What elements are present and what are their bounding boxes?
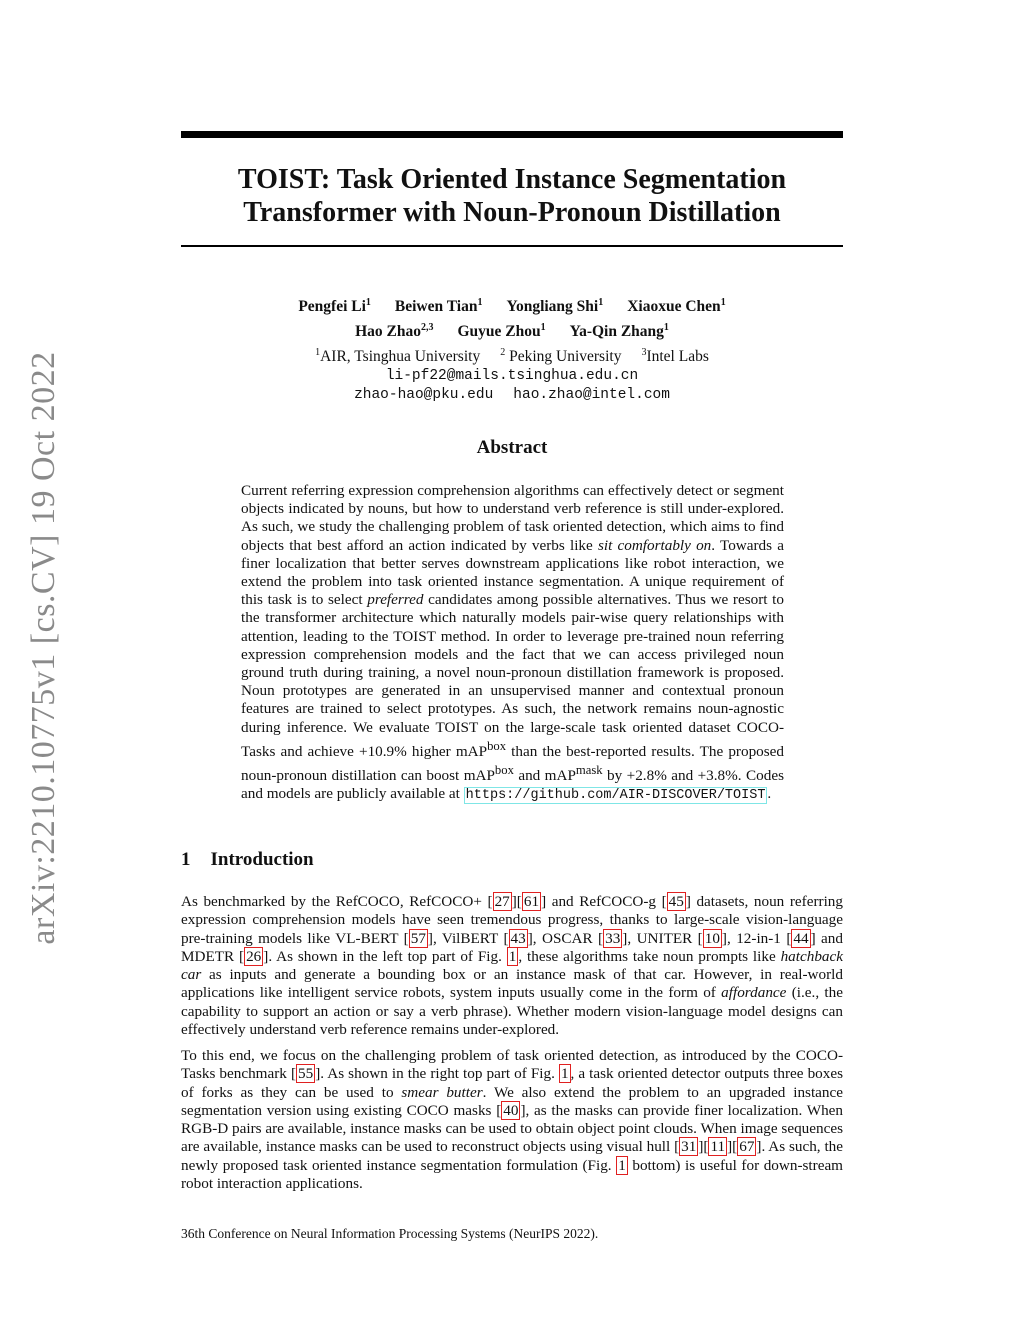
author-block	[181, 292, 843, 405]
author: Xiaoxue Chen$^1$	[627, 297, 726, 316]
title-line-1: TOIST: Task Oriented Instance Segmentation	[237, 164, 787, 195]
citation-link[interactable]: 44	[793, 929, 809, 947]
citation-link[interactable]: 67	[739, 1138, 755, 1156]
arxiv-side-identifier	[24, 350, 64, 945]
conference-footnote: 36th Conference on Neural Information Processing Systems (NeurIPS 2022).	[181, 1226, 599, 1241]
section-number: 1	[181, 849, 191, 870]
author: Guyue Zhou$^1$	[457, 322, 546, 341]
citation-link[interactable]: 40	[503, 1101, 519, 1119]
section-title: Introduction	[210, 849, 314, 870]
citation-link[interactable]: 43	[510, 929, 526, 947]
abstract-body: Current referring expression comprehension algorithms can effectively detect or segment objects indicated by nouns, but how to understand verb reference is still under-explored. As such, we study the challenging problem of task oriented detection, which aims to find objects that best afford an action indicated by verbs like sit comfortably on. Towards a finer localization that better serves downstream applications like robot interaction, we extend the problem into task oriented instance segmentation. A unique requirement of this task is to select preferred candidates among possible alternatives. Thus we resort to the transformer architecture which naturally models pair-wise query relationships with attention, leading to the TOIST method. In order to leverage pre-trained noun referring expression comprehension models and the fact that we can access privileged noun ground truth during training, a novel noun-pronoun distillation framework is proposed. Noun prototypes are generated in an unsupervised manner and contextual pronoun features are trained to select prototypes. As such, the network remains noun-agnostic during inference. We evaluate TOIST on the large-scale task oriented dataset COCO-Tasks and achieve +10.9% higher mAP$^{box}$ than the best-reported results. The proposed noun-pronoun distillation can boost mAP$^{box}$ and mAP$^{mask}$ by +2.8% and +3.8%. Codes and models are publicly available at https://github.com/AIR-DISCOVER/TOIST .	[241, 482, 784, 804]
paper-title	[181, 163, 843, 229]
citation-link[interactable]: 26	[246, 947, 262, 965]
title-bottom-rule	[181, 245, 843, 247]
author-row-1	[181, 292, 843, 317]
author: Ya-Qin Zhang$^1$	[569, 322, 669, 341]
citation-link[interactable]: 55	[298, 1065, 314, 1083]
abstract-heading: Abstract	[476, 437, 548, 458]
email-line-1: li-pf22@mails.tsinghua.edu.cn	[385, 368, 639, 385]
citation-link[interactable]: 27	[494, 893, 510, 910]
title-line-2: Transformer with Noun-Pronoun Distillation	[243, 197, 781, 228]
author: Pengfei Li$^1$	[298, 297, 371, 316]
figure-link[interactable]: 1	[508, 947, 517, 965]
citation-link[interactable]: 31	[681, 1138, 697, 1156]
author-row-2	[181, 317, 843, 342]
figure-link[interactable]: 1	[560, 1065, 569, 1083]
title-top-rule	[181, 131, 843, 138]
email-line-2	[181, 386, 843, 405]
author: Hao Zhao$^{2,3}$	[355, 322, 434, 341]
email: hao.zhao@intel.com	[513, 387, 670, 404]
author: Yongliang Shi$^1$	[506, 297, 604, 316]
citation-link[interactable]: 11	[710, 1138, 726, 1156]
citation-link[interactable]: 45	[668, 893, 684, 910]
affiliation: $^2$ Peking University	[500, 347, 622, 366]
citation-link[interactable]: 10	[704, 929, 720, 947]
intro-paragraph-2: To this end, we focus on the challenging problem of task oriented detection, as introduced by the COCO-Tasks benchmark [ 55 ]. As shown in the right top part of Fig. 1 , a task oriented detector outputs three boxes of forks as they can be used to smear butter. We also extend the problem to an upgraded instance segmentation version using existing COCO masks [ 40 ], as the masks can provide finer localization. When RGB-D pairs are available, instance masks can be used to obtain object point clouds. When image sequences are available, instance masks can be used to reconstruct objects using visual hull [ 31 ][ 11 ][ 67 ]. As such, the newly proposed task oriented instance segmentation formulation (Fig. 1 bottom) is useful for down-stream robot interaction applications.	[181, 1047, 843, 1193]
affiliation: $^3$Intel Labs	[641, 347, 709, 366]
affiliations	[181, 342, 843, 367]
citation-link[interactable]: 61	[523, 893, 540, 910]
arxiv-id-text: arXiv:2210.10775v1 [cs.CV] 19 Oct 2022	[25, 350, 62, 945]
intro-paragraph-1: As benchmarked by the RefCOCO, RefCOCO+ [ 27 ][ 61 ] and RefCOCO-g [ 45 ] datasets, noun referring expression comprehension models have seen tremendous progress, thanks to large-scale vision-language pre-training models like VL-BERT [ 57 ], VilBERT [ 43 ], OSCAR [ 33 ], UNITER [ 10 ], 12-in-1 [ 44 ] and MDETR [ 26 ]. As shown in the left top part of Fig. 1 , these algorithms take noun prompts like hatchback car as inputs and generate a bounding box or an instance mask of that car. However, in real-world applications like intelligent service robots, system inputs usually come in the form of affordance (i.e., the capability to support an action or say a verb phrase). Whether modern vision-language model designs can effectively understand verb reference remains under-explored.	[181, 893, 843, 1039]
author: Beiwen Tian$^1$	[394, 297, 483, 316]
citation-link[interactable]: 33	[605, 929, 621, 947]
section-heading-introduction	[181, 849, 314, 871]
citation-link[interactable]: 57	[410, 929, 426, 947]
affiliation: $^1$AIR, Tsinghua University	[315, 347, 481, 366]
figure-link[interactable]: 1	[618, 1156, 626, 1174]
code-repo-link[interactable]: https://github.com/AIR-DISCOVER/TOIST	[465, 788, 766, 804]
email: zhao-hao@pku.edu	[354, 387, 494, 404]
